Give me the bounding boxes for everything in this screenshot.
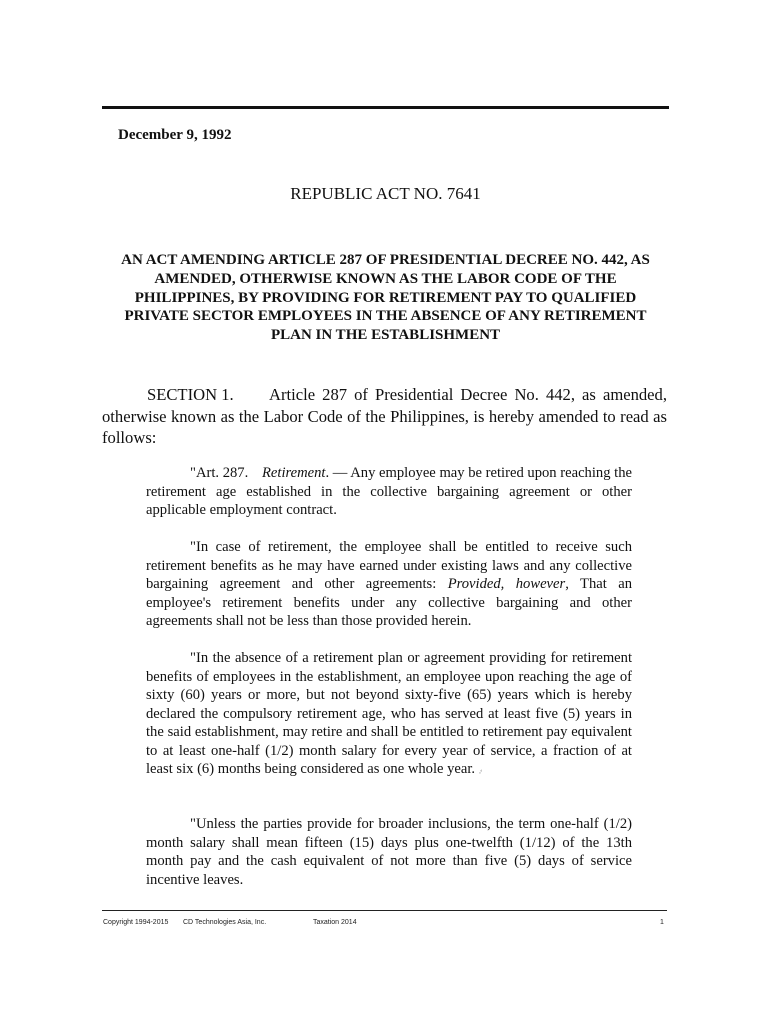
paragraph2-text-before: "In case of retirement, the employee shall be entitled to receive such retirement benefits as he may have earned under existing laws and any collective bargaining agreement and other agreements: <box>146 539 632 592</box>
section-label: SECTION 1. <box>147 385 234 404</box>
section-text: Article 287 of Presidential Decree No. 442, as amended, otherwise known as the Labor Code of the Philippines, is hereby amended to read as follows: <box>102 385 667 447</box>
paragraph2-text-after: , That an employee's retirement benefits under any collective bargaining and other agreements shall not be less than those provided herein. <box>146 576 632 629</box>
article-287-paragraph <box>146 464 632 520</box>
paragraph4-text: "Unless the parties provide for broader inclusions, the term one-half (1/2) month salary shall mean fifteen (15) days plus one-twelfth (1/12) of the 13th month pay and the cash equivalent of not more than five (5) days of service incentive leaves. <box>146 816 632 888</box>
paragraph3-text: "In the absence of a retirement plan or agreement providing for retirement benefits of employees in the establishment, an employee upon reaching the age of sixty (60) years or more, but not beyond sixty-five (65) years which is hereby declared the compulsory retirement age, who has served at least five (5) years in the said establishment, may retire and shall be entitled to retirement pay equivalent to at least one-half (1/2) month salary for every year of service, a fraction of at least six (6) months being considered as one whole year. <box>146 650 632 777</box>
document-date: December 9, 1992 <box>118 127 232 143</box>
act-title: AN ACT AMENDING ARTICLE 287 OF PRESIDENTIAL DECREE NO. 442, AS AMENDED, OTHERWISE KNOWN AS THE LABOR CODE OF THE PHILIPPINES, BY PROVIDING FOR RETIREMENT PAY TO QUALIFIED PRIVATE SECTOR EMPLOYEES IN THE ABSENCE OF ANY RETIREMENT PLAN IN THE ESTABLISHMENT <box>121 252 650 344</box>
section-1-paragraph <box>102 384 667 449</box>
article-text: . — Any employee may be retired upon reaching the retirement age established in the collective bargaining agreement or other applicable employment contract. <box>146 465 632 518</box>
article-label: "Art. 287. <box>190 465 249 481</box>
footer-company: CD Technologies Asia, Inc. <box>183 919 267 926</box>
proviso-emphasis: Provided, however <box>447 576 566 592</box>
retirement-benefits-paragraph <box>146 538 632 631</box>
page-number: 1 <box>660 919 664 926</box>
article-heading: Retirement <box>262 465 326 481</box>
half-month-salary-paragraph <box>146 815 632 889</box>
editorial-mark: ⁠ₐᵈ <box>479 770 483 775</box>
footer-rule <box>102 910 667 911</box>
absence-of-plan-paragraph <box>146 649 632 783</box>
top-rule <box>102 106 669 109</box>
footer-copyright: Copyright 1994-2015 <box>103 919 169 926</box>
act-number-heading: REPUBLIC ACT NO. 7641 <box>290 184 481 203</box>
footer-document: Taxation 2014 <box>313 919 357 926</box>
